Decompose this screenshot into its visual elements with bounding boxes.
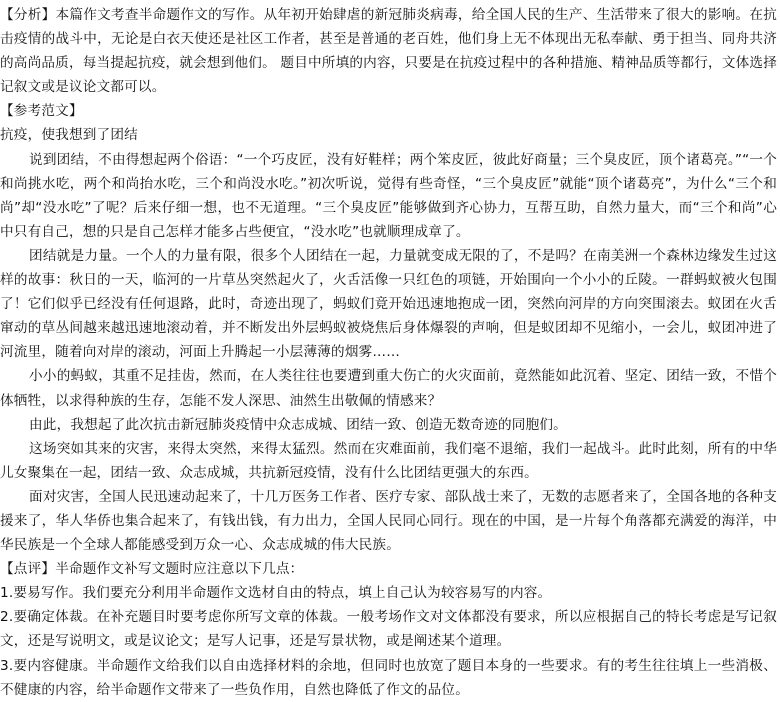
- analysis-text: 本篇作文考查半命题作文的写作。从年初开始肆虐的新冠肺炎病毒，给全国人民的生产、生活带来了很大的影响。在抗击疫情的战斗中，无论是白衣天使还是社区工作者，甚至是普通的老百姓，他们身上无不体现出无私奉献、勇于担当、同舟共济的高尚品质，每当提起抗疫，就会想到他们。 题目中所填的内容，只要是在抗疫过程中的各种措施、精神品质等都行，文体选择记叙文或是议论文都可以。: [0, 7, 777, 96]
- comment-point: 1.要易写作。我们要充分利用半命题作文选材自由的特点，填上自己认为较容易写的内容。: [0, 585, 552, 602]
- sample-paragraph: 团结就是力量。一个人的力量有限，很多个人团结在一起，力量就变成无限的了，不是吗？在南美洲一个森林边缘发生过这样的故事：秋日的一天，临河的一片草丛突然起火了，火舌活像一只红色的项链，开始围向一个小小的丘陵。一群蚂蚁被火包围了！它们似乎已经没有任何退路，此时，奇迹出现了，蚂蚁们竟开始迅速地抱成一团，突然向河岸的方向突围滚去。蚁团在火舌窜动的草丛间越来越迅速地滚动着，并不断发出外层蚂蚁被烧焦后身体爆裂的声响，但是蚁团却不见缩小，一会儿，蚁团冲进了河流里，随着向对岸的滚动，河面上升腾起一小层薄薄的烟雾……: [0, 247, 777, 361]
- comment-intro: 半命题作文补写文题时应注意以下几点：: [55, 561, 304, 578]
- sample-title: 抗疫，使我想到了团结: [0, 127, 138, 144]
- document-body: [0, 3, 777, 702]
- sample-paragraph: 说到团结，不由得想起两个俗语：“一个巧皮匠，没有好鞋样；两个笨皮匠，彼此好商量；三个臭皮匠，顶个诸葛亮。”“一个和尚挑水吃，两个和尚抬水吃，三个和尚没水吃。”初次听说，觉得有些奇怪，“三个臭皮匠”就能“顶个诸葛亮”，为什么“三个和尚”却“没水吃”了呢？后来仔细一想，也不无道理。“三个臭皮匠”能够做到齐心协力，互帮互助，自然力量大，而“三个和尚”心中只有自己，想的只是自己怎样才能多占些便宜，“没水吃”也就顺理成章了。: [0, 151, 777, 240]
- sample-paragraph: 由此，我想起了此次抗击新冠肺炎疫情中众志成城、团结一致、创造无数奇迹的同胞们。: [29, 416, 567, 433]
- comment-intro-line: [0, 557, 777, 581]
- sample-heading: 【参考范文】: [0, 103, 83, 120]
- comment-point: 3.要内容健康。半命题作文给我们以自由选择材料的余地，但同时也放宽了题目本身的一些要求。有的考生往往填上一些消极、不健康的内容，给半命题作文带来了一些负作用，自然也降低了作文的品位。: [0, 657, 777, 698]
- analysis-paragraph: [0, 3, 777, 99]
- comment-point: 2.要确定体裁。在补充题目时要考虑你所写文章的体裁。一般考场作文对文体都没有要求，所以应根据自己的特长考虑是写记叙文，还是写说明文，或是议论文；是写人记事，还是写景状物，或是阐述某个道理。: [0, 609, 777, 650]
- comment-heading: 【点评】: [0, 561, 56, 578]
- sample-paragraph: 这场突如其来的灾害，来得太突然，来得太猛烈。然而在灾难面前，我们毫不退缩，我们一起战斗。此时此刻，所有的中华儿女聚集在一起，团结一致、众志成城，共抗新冠疫情，没有什么比团结更强大的东西。: [0, 440, 777, 481]
- analysis-heading: 【分析】: [0, 7, 56, 23]
- sample-paragraph: 面对灾害，全国人民迅速动起来了，十几万医务工作者、医疗专家、部队战士来了，无数的志愿者来了，全国各地的各种支援来了，华人华侨也集合起来了，有钱出钱，有力出力，全国人民同心同行。现在的中国，是一片每个角落都充满爱的海洋，中华民族是一个全球人都能感受到万众一心、众志成城的伟大民族。: [0, 488, 777, 554]
- sample-paragraph: 小小的蚂蚁，其重不足挂齿，然而，在人类往往也要遭到重大伤亡的火灾面前，竟然能如此沉着、坚定、团结一致，不惜个体牺牲，以求得种族的生存，怎能不发人深思、油然生出敬佩的情感来？: [0, 368, 777, 409]
